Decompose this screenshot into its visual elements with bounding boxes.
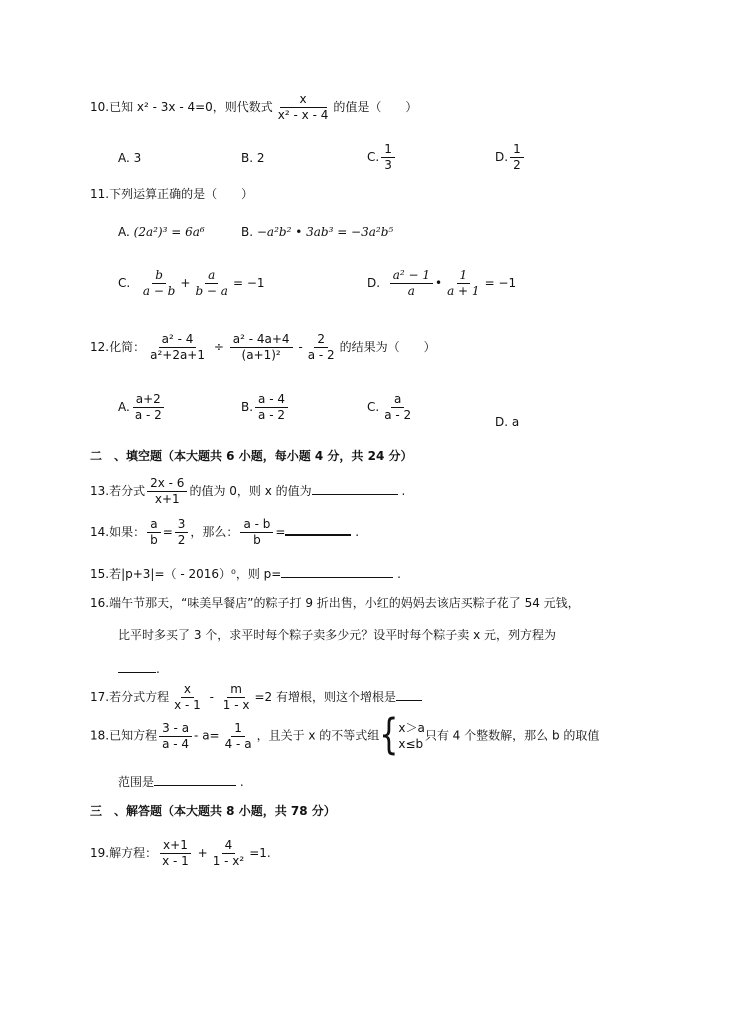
- q12-c-num: a: [391, 392, 404, 408]
- q13-den: x+1: [154, 492, 180, 506]
- q11-stem: 11.下列运算正确的是（ ）: [90, 187, 254, 201]
- q17-text: 17.若分式方程: [90, 690, 170, 704]
- q16-line3: [118, 659, 160, 677]
- q11-c-frac1: [140, 268, 179, 299]
- q12-b-label: B.: [241, 400, 254, 414]
- q12-f3d: a - 2: [307, 348, 335, 362]
- q18-left-brace: {: [379, 710, 399, 760]
- q10-d-den: 2: [513, 158, 521, 172]
- q11-c-tail: = −1: [232, 276, 265, 290]
- q14-frac3: [240, 517, 273, 548]
- q14-frac2: [175, 517, 189, 548]
- q11-d-f1n: a² − 1: [390, 268, 433, 284]
- q19-text-b: =1.: [249, 846, 271, 860]
- q10-option-b: B. 2: [241, 151, 265, 165]
- q10-d-label: D.: [495, 150, 509, 164]
- q13-text-b: 的值为 0，则 x 的值为: [189, 484, 312, 498]
- q12-option-b: [241, 392, 290, 423]
- q18-f2d: 4 - a: [224, 736, 252, 751]
- q17-f2d: 1 - x: [222, 698, 250, 712]
- q11-c-f1d: a − b: [142, 284, 176, 298]
- q18-answer-blank[interactable]: [154, 772, 236, 786]
- q19-f1d: x - 1: [162, 854, 189, 868]
- q19-f2d: 1 - x²: [212, 854, 245, 868]
- q11-d-frac2: [444, 268, 482, 299]
- q14-frac1: [147, 517, 161, 548]
- q13: [90, 476, 405, 507]
- q14-eq: =: [162, 525, 173, 539]
- q19-frac1: [159, 838, 192, 869]
- q10-option-a: A. 3: [118, 151, 142, 165]
- q14-f1d: b: [150, 533, 158, 547]
- q18-frac1: [159, 721, 192, 752]
- q17-frac2: [220, 682, 253, 713]
- q12-minus: -: [298, 340, 303, 354]
- q12-a-num: a+2: [133, 392, 164, 408]
- q12-frac2: [230, 332, 293, 363]
- q10-text: 10.已知 x² - 3x - 4=0，则代数式: [90, 100, 273, 114]
- q14-f2n: 3: [175, 517, 189, 533]
- q18-text-b: ，且关于 x 的不等式组: [256, 728, 380, 743]
- q11-d-f2d: a + 1: [447, 284, 480, 298]
- q10-c-num: 1: [381, 142, 395, 158]
- q12-a-frac: [132, 392, 165, 423]
- q18-inequality-system: [398, 720, 424, 752]
- q12-f2d: (a+1)²: [241, 348, 281, 362]
- section-2-heading: 二 、填空题（本大题共 6 小题，每小题 4 分，共 24 分）: [90, 449, 413, 463]
- q11-c-plus: +: [180, 276, 191, 290]
- q10-denominator: x² - x - 4: [277, 108, 329, 122]
- q17-frac1: [171, 682, 204, 713]
- q18-f1d: a - 4: [162, 736, 190, 751]
- q14-text-b: ，那么：: [190, 525, 239, 539]
- q15-text: 15.若|p+3|=（ - 2016）⁰，则 p=: [90, 567, 282, 581]
- q12-f3n: 2: [314, 332, 328, 348]
- q10-d-num: 1: [510, 142, 524, 158]
- q15: [90, 564, 401, 582]
- q10-fraction: [275, 92, 332, 123]
- q11-option-b: [241, 224, 393, 240]
- q18-f1n: 3 - a: [159, 721, 192, 737]
- q10-option-d: [495, 142, 526, 173]
- q11-d-dot: •: [435, 276, 443, 290]
- q10-c-fraction: [381, 142, 395, 173]
- q18-end: .: [239, 775, 244, 789]
- q13-text: 13.若分式: [90, 484, 146, 498]
- q12-f1n: a² - 4: [159, 332, 197, 348]
- q12-frac1: [147, 332, 208, 363]
- q17-minus: -: [209, 690, 214, 704]
- q17-answer-blank[interactable]: [396, 687, 422, 701]
- q14-end: .: [355, 525, 360, 539]
- q12-tail: 的结果为（ ）: [339, 340, 436, 354]
- q10-d-fraction: [510, 142, 524, 173]
- q18-mid: - a=: [194, 728, 220, 743]
- q17-text-b: =2 有增根，则这个增根是: [254, 690, 397, 704]
- q18-line1: [90, 710, 600, 760]
- q18-ineq1: x＞a: [398, 721, 425, 735]
- q10-numerator: x: [280, 92, 327, 108]
- q12-b-den: a - 2: [258, 408, 285, 422]
- q10-c-den: 3: [384, 158, 392, 172]
- q14: [90, 517, 359, 548]
- q12-c-label: C.: [367, 400, 380, 414]
- q19-text: 19.解方程：: [90, 846, 158, 860]
- q18-text: 18.已知方程: [90, 728, 158, 743]
- q13-end: .: [401, 484, 406, 498]
- q18-frac2: [222, 721, 255, 752]
- q17: [90, 682, 422, 713]
- q11-a-expr: (2a²)³ = 6a⁶: [133, 225, 205, 239]
- q11-b-expr: −a²b² • 3ab³ = −3a²b⁵: [256, 225, 394, 239]
- q11-c-f2d: b − a: [195, 284, 228, 298]
- q11-b-label: B.: [241, 225, 254, 239]
- q11-d-label: D.: [367, 276, 381, 290]
- q12-label: 12.化简：: [90, 340, 146, 354]
- q19-plus: +: [197, 846, 208, 860]
- q11-d-f2n: 1: [457, 268, 471, 284]
- q19-f1n: x+1: [160, 838, 191, 854]
- q13-num: 2x - 6: [147, 476, 187, 492]
- q11-c-label: C.: [118, 276, 131, 290]
- q18-line2: [118, 772, 244, 790]
- q13-frac: [147, 476, 187, 507]
- q14-f1n: a: [147, 517, 160, 533]
- q11-c-f2n: a: [205, 268, 218, 284]
- q19-frac2: [210, 838, 248, 869]
- q18-range-text: 范围是: [118, 775, 155, 789]
- q10-c-label: C.: [367, 150, 380, 164]
- q11-d-frac1: [390, 268, 433, 299]
- q11-c-f1n: b: [152, 268, 166, 284]
- q14-eq2: =: [275, 525, 286, 539]
- q17-f1d: x - 1: [174, 698, 201, 712]
- q12-c-den: a - 2: [384, 408, 412, 422]
- q19-f2n: 4: [222, 838, 236, 854]
- q12-div: ÷: [213, 340, 224, 354]
- q12-a-den: a - 2: [134, 408, 162, 422]
- q14-text: 14.如果：: [90, 525, 146, 539]
- q11-d-f1d: a: [407, 284, 415, 298]
- q12-option-d: D. a: [495, 415, 520, 429]
- q12-a-label: A.: [118, 400, 130, 414]
- q10-text-end: 的值是（ ）: [333, 100, 418, 114]
- q11-d-tail: = −1: [484, 276, 517, 290]
- q18-text-c: 只有 4 个整数解，那么 b 的取值: [424, 728, 600, 743]
- q19: [90, 838, 271, 869]
- q14-f2d: 2: [177, 533, 186, 547]
- q11-option-d: [367, 268, 516, 299]
- q17-f2n: m: [227, 682, 245, 698]
- q12-stem: [90, 332, 436, 363]
- q12-b-frac: [255, 392, 288, 423]
- q18-f2n: 1: [231, 721, 245, 737]
- q14-answer-blank[interactable]: [285, 521, 351, 536]
- q11-c-frac2: [192, 268, 231, 299]
- q11-a-label: A.: [118, 225, 130, 239]
- q16-line1: 16.端午节那天，“味美早餐店”的粽子打 9 折出售，小红的妈妈去该店买粽子花了 54 元钱，: [90, 596, 580, 610]
- q12-option-c: [367, 392, 416, 423]
- q15-answer-blank[interactable]: [281, 564, 393, 578]
- q13-answer-blank[interactable]: [312, 481, 398, 495]
- q12-frac3: [305, 332, 338, 363]
- q11-option-c: [118, 268, 265, 299]
- q12-f2n: a² - 4a+4: [230, 332, 293, 348]
- q12-option-a: [118, 392, 167, 423]
- q12-c-frac: [381, 392, 414, 423]
- q16-end: .: [156, 662, 160, 676]
- q18-ineq2: x≤b: [398, 737, 424, 751]
- q16-answer-blank[interactable]: [118, 659, 156, 673]
- q17-f1n: x: [181, 682, 194, 698]
- q15-end: .: [397, 567, 401, 581]
- section-3-heading: 三 、解答题（本大题共 8 小题，共 78 分）: [90, 804, 336, 818]
- q12-b-num: a - 4: [255, 392, 288, 408]
- q14-f3n: a - b: [240, 517, 273, 533]
- q11-option-a: [118, 224, 205, 240]
- q16-line2: 比平时多买了 3 个，求平时每个粽子卖多少元？设平时每个粽子卖 x 元，列方程为: [118, 628, 556, 642]
- q10-option-c: [367, 142, 397, 173]
- q10-stem: [90, 92, 417, 123]
- q14-f3d: b: [253, 533, 261, 547]
- q12-f1d: a²+2a+1: [150, 348, 205, 362]
